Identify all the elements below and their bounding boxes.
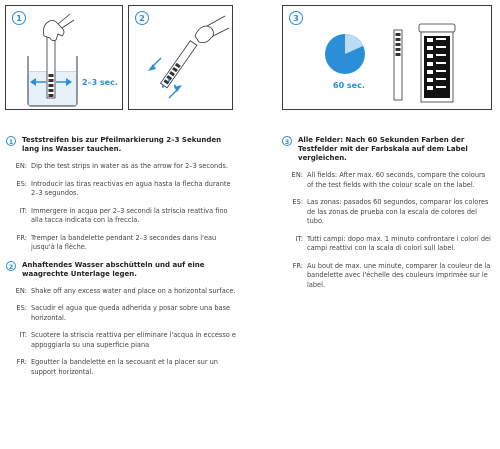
dip-strip-illustration	[6, 6, 124, 111]
step-2-heading-text: Anhaftendes Wasser abschütteln und auf eine waagrechte Unterlage legen.	[22, 260, 205, 278]
step-badge-3: 3	[289, 11, 303, 25]
step-2-es: ES: Sacudir el agua que queda adherida y posar sobre una base horizontal.	[16, 304, 231, 322]
illustration-panel-3	[282, 5, 492, 110]
step-1-number: 1	[6, 136, 16, 146]
step-1-block	[6, 136, 236, 253]
step-badge-2: 2	[135, 11, 149, 25]
step-badge-1: 1	[12, 11, 26, 25]
step-1-heading-text: Teststreifen bis zur Pfeilmarkierung 2–3 Sekunden lang ins Wasser tauchen.	[22, 136, 222, 153]
step-1-fr: FR: Tremper la bandelette pendant 2–3 secondes dans l'eau jusqu'à la flèche.	[16, 233, 217, 251]
illustration-panel-2	[128, 5, 233, 110]
step-1-it: IT: Immergere in acqua per 2–3 secondi la striscia reattiva fino alla tacca indicata con la freccia.	[19, 206, 228, 224]
instructions-left-column	[6, 136, 236, 385]
compare-colors-illustration	[283, 6, 493, 111]
instructions-right-column	[282, 136, 492, 298]
step-3-heading	[282, 136, 492, 163]
step-3-es: ES: Las zonas: pasados 60 segundos, comparar los colores de las zonas de prueba con la escala de colores del tubo.	[292, 198, 489, 225]
step-1-en: EN: Dip the test strips in water as as the arrow for 2–3 seconds.	[15, 162, 228, 170]
shake-strip-illustration	[129, 6, 234, 111]
illustration-panel-1	[5, 5, 123, 110]
step-3-heading-text: Alle Felder: Nach 60 Sekunden Farben der Testfelder mit der Farbskala auf dem Label vergleichen.	[298, 136, 468, 162]
dip-time-label: 2–3 sec.	[82, 78, 118, 87]
step-3-fr: FR: Au bout de max. une minute, comparer la couleur de la bandelette avec l'échelle des couleurs imprimée sur le label.	[292, 261, 491, 289]
step-2-block	[6, 261, 236, 378]
step-3-it: IT: Tutti campi: dopo max. 1 minuto confrontare i colori dei campi reattivi con la scala di colori sull label.	[295, 234, 491, 252]
step-1-es: ES: Introducir las tiras reactivas en agua hasta la flecha durante 2–3 segundos.	[16, 179, 231, 197]
step-2-en: EN: Shake off any excess water and place on a horizontal surface.	[15, 286, 236, 295]
step-2-heading	[6, 261, 236, 279]
step-1-heading	[6, 136, 236, 154]
step-2-it: IT: Scuotere la striscia reattiva per eliminare l'acqua in eccesso e appoggiarla su una superficie piana	[19, 331, 236, 349]
step-3-block	[282, 136, 492, 290]
timer-label: 60 sec.	[333, 81, 365, 90]
step-3-number: 3	[282, 136, 292, 146]
step-2-fr: FR: Egoutter la bandelette en la secouant et la placer sur un support horizontal.	[16, 358, 218, 376]
step-2-number: 2	[6, 261, 16, 271]
step-3-en: EN: All fields: After max. 60 seconds, compare the colours of the test fields with the colour scale on the label.	[291, 171, 486, 189]
